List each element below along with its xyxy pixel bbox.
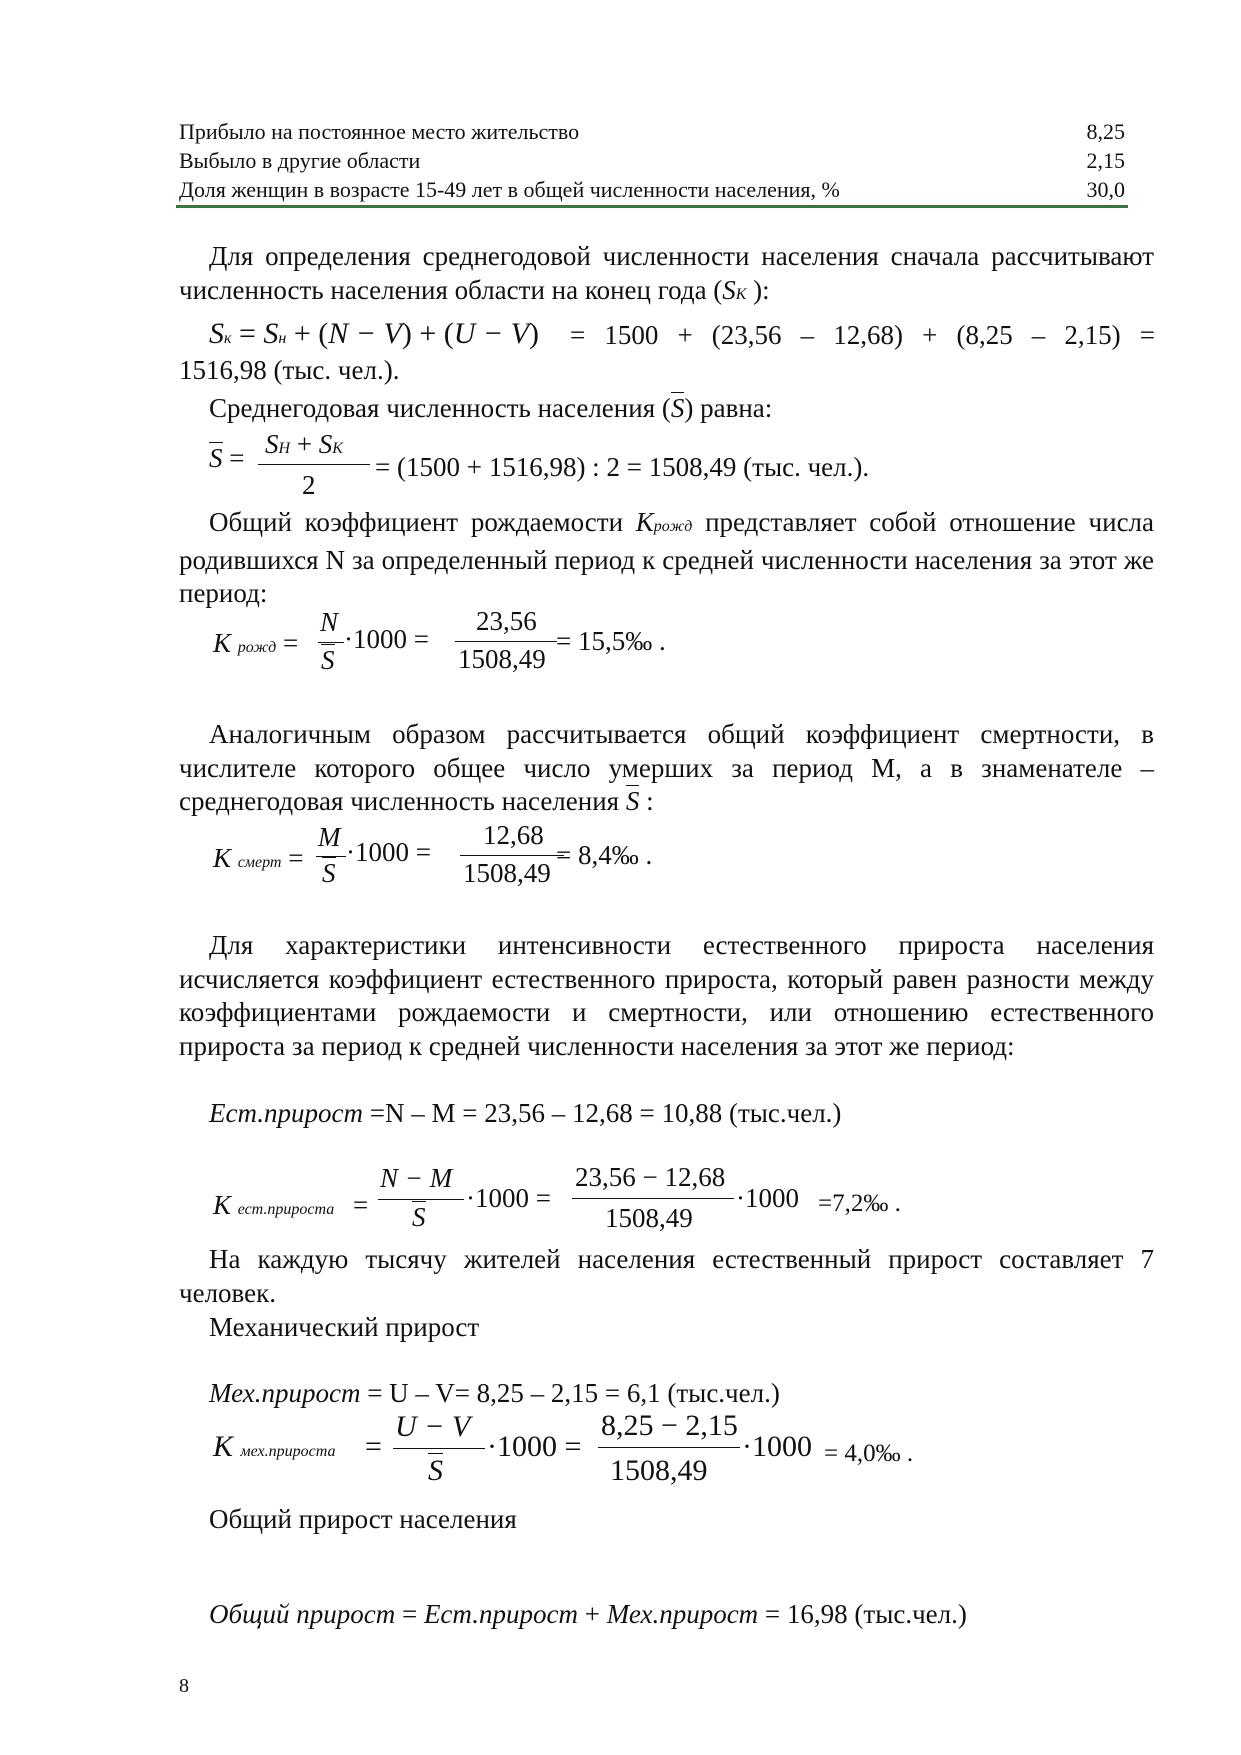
birth-num-n: N [320, 607, 339, 637]
paragraph-4: Аналогичным образом рассчитывается общий коэффициент смертности, в числителе которого общее число умерших за период М, а в знаменателе – среднегодовая численность населения S : [179, 719, 1154, 816]
paragraph-1: Для определения среднегодовой численности населения сначала рассчитывают численность населения области на конец года (SК ): [179, 241, 1154, 305]
mech-formula-lhs: К мех.прироста [213, 1430, 336, 1463]
mech-mult: ·1000 = [487, 1430, 582, 1463]
page-number: 8 [179, 1675, 189, 1697]
row-value: 8,25 [1086, 119, 1125, 144]
death-mult: ·1000 = [346, 837, 431, 867]
death-num: 12,68 [483, 820, 544, 850]
row-label: Доля женщин в возрасте 15-49 лет в общей численности населения, % [179, 177, 840, 202]
nat-den: 1508,49 [605, 1203, 693, 1233]
mech-result: = 4,0‰ . [824, 1440, 914, 1467]
mech-num2: 8,25 − 2,15 [601, 1409, 738, 1442]
mech-den-s: S [428, 1454, 443, 1487]
natural-increase-line: Ест.прирост =N – M = 23,56 – 12,68 = 10,88 (тыс.чел.) [209, 1098, 842, 1128]
nat-den-s: S [412, 1202, 426, 1232]
row-value: 2,15 [1086, 148, 1125, 173]
avg-formula: S = [209, 443, 245, 473]
death-formula-lhs: К смерт = [213, 843, 304, 873]
paragraph-5: Для характеристики интенсивности естественного прироста населения исчисляется коэффициент естественного прироста, который равен разности между коэффициентами рождаемости и смертности, или отношению естественного прироста за период к средней численности населения за этот же период: [179, 930, 1154, 1061]
paragraph-8: Общий прирост населения [209, 1504, 517, 1534]
birth-result: = 15,5‰ . [556, 626, 666, 656]
sk-formula: Sк = Sн + (N − V) + (U − V) [209, 317, 539, 350]
total-increase-line: Общий прирост = Ест.прирост + Мех.прирост = 16,98 (тыс.чел.) [209, 1599, 967, 1629]
nat-result: =7,2‰ . [818, 1190, 901, 1217]
mech-mult2: ·1000 [742, 1430, 812, 1463]
death-den: 1508,49 [463, 858, 551, 888]
paragraph-2: Среднегодовая численность населения (S) равна: [209, 393, 773, 423]
birth-mult: ·1000 = [344, 624, 429, 654]
row-label: Прибыло на постоянное место жительство [179, 119, 580, 144]
birth-num: 23,56 [476, 606, 537, 636]
nat-formula-lhs: К ест.прироста [213, 1190, 335, 1220]
nat-mult2: ·1000 [736, 1183, 799, 1213]
fraction-line [258, 464, 370, 465]
avg-numerator: SН + SК [265, 429, 343, 459]
mech-den: 1508,49 [610, 1454, 708, 1487]
sk-formula-rhs: = 1500 + (23,56 – 12,68) + (8,25 – 2,15) = [570, 320, 1155, 350]
table-bottom-rule [176, 205, 1128, 208]
birth-formula-lhs: К рожд = [213, 628, 299, 658]
mech-increase-line: Мех.прирост = U – V= 8,25 – 2,15 = 6,1 (тыс.чел.) [209, 1378, 780, 1408]
nat-num1: N − M [380, 1163, 453, 1193]
death-den-s: S [322, 858, 336, 888]
birth-den: 1508,49 [458, 644, 546, 674]
nat-mult: ·1000 = [466, 1183, 551, 1213]
paragraph-7: Механический прирост [209, 1312, 480, 1342]
mech-num1: U − V [395, 1410, 471, 1443]
sk-result: 1516,98 (тыс. чел.). [179, 355, 400, 385]
avg-rhs: = (1500 + 1516,98) : 2 = 1508,49 (тыс. чел.). [375, 452, 870, 482]
death-num-m: М [318, 822, 341, 852]
row-value: 30,0 [1086, 177, 1125, 202]
avg-denominator: 2 [302, 470, 316, 500]
death-result: = 8,4‰ . [556, 840, 653, 870]
row-label: Выбыло в другие области [179, 148, 421, 173]
paragraph-3: Общий коэффициент рождаемости Крожд представляет собой отношение числа родившихся N за определенный период к средней численности населения за этот же период: [179, 507, 1155, 608]
paragraph-6: На каждую тысячу жителей населения естественный прирост составляет 7 человек. [179, 1244, 1154, 1308]
birth-den-s: S [321, 645, 335, 675]
nat-num2: 23,56 − 12,68 [575, 1162, 726, 1192]
